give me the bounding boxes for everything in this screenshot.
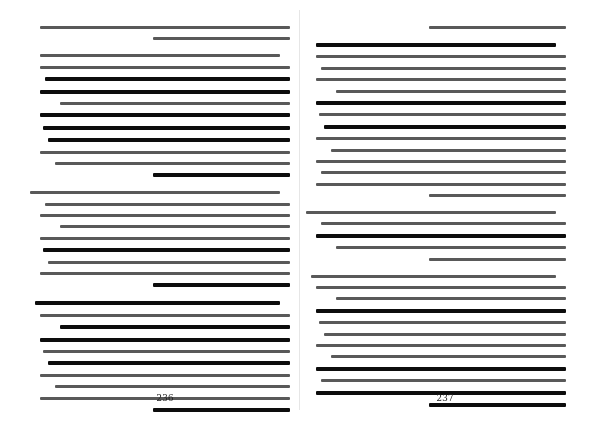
right-page-text-line [316,183,566,186]
right-page-text-line [306,211,556,214]
right-page-text-line [331,149,566,152]
right-page-text-line [331,355,566,358]
right-page-text-line [321,67,566,70]
left-page-text-line [60,102,290,105]
left-page-text-line [48,261,291,264]
right-page-text-line [319,113,567,116]
left-page-text-line [153,283,291,287]
right-page-text-line [324,125,567,129]
right-page-text-line [316,309,566,313]
right-page-text-line [336,246,566,249]
left-page-text-line [40,338,290,342]
right-page-text-line [336,90,566,93]
right-page-text-line [321,171,566,174]
right-page-text-line [321,379,566,382]
left-page-text-line [45,203,290,206]
left-page-text-line [43,350,291,353]
left-page [40,26,290,396]
left-page-text-line [60,225,290,228]
right-page-text-line [316,78,566,81]
right-page-text-line [321,222,566,225]
right-page-text-line [319,321,567,324]
left-page-text-line [48,361,291,365]
left-page-number: 236 [156,394,174,404]
right-page-text-line [336,297,566,300]
left-page-text-line [35,301,280,305]
right-page-text-line [316,137,566,140]
left-page-text-line [45,77,290,81]
right-page-text-line [316,367,566,371]
right-page-text-line [316,43,556,47]
right-page-text-line [316,286,566,289]
page-gutter [299,10,300,410]
left-page-text-line [40,66,290,69]
left-page-text-line [153,37,291,40]
right-page-text-line [324,333,567,336]
left-page-text-line [43,248,291,252]
left-page-text-line [40,272,290,275]
right-page-text-line [429,194,567,197]
right-page-text-line [429,258,567,261]
right-page-text-line [316,344,566,347]
right-page-number: 237 [436,394,454,404]
left-page-text-line [40,237,290,240]
left-page-text-line [55,162,290,165]
right-page-text-line [316,160,566,163]
left-page-text-line [40,26,290,29]
left-page-text-line [153,173,291,177]
left-page-text-line [60,325,290,329]
right-page-text-line [429,26,567,29]
left-page-text-line [48,138,291,142]
right-page-text-line [316,234,566,238]
right-page-text-line [311,275,556,278]
left-page-text-line [153,408,291,412]
right-page [316,26,566,396]
left-page-text-line [40,90,290,94]
left-page-text-line [43,126,291,130]
left-page-text-line [40,214,290,217]
left-page-text-line [55,385,290,388]
left-page-text-line [40,113,290,117]
left-page-text-line [40,374,290,377]
left-page-text-line [40,54,280,57]
left-page-text-line [40,151,290,154]
right-page-text-line [316,101,566,105]
left-page-text-line [30,191,280,194]
right-page-text-line [316,55,566,58]
left-page-text-line [40,314,290,317]
